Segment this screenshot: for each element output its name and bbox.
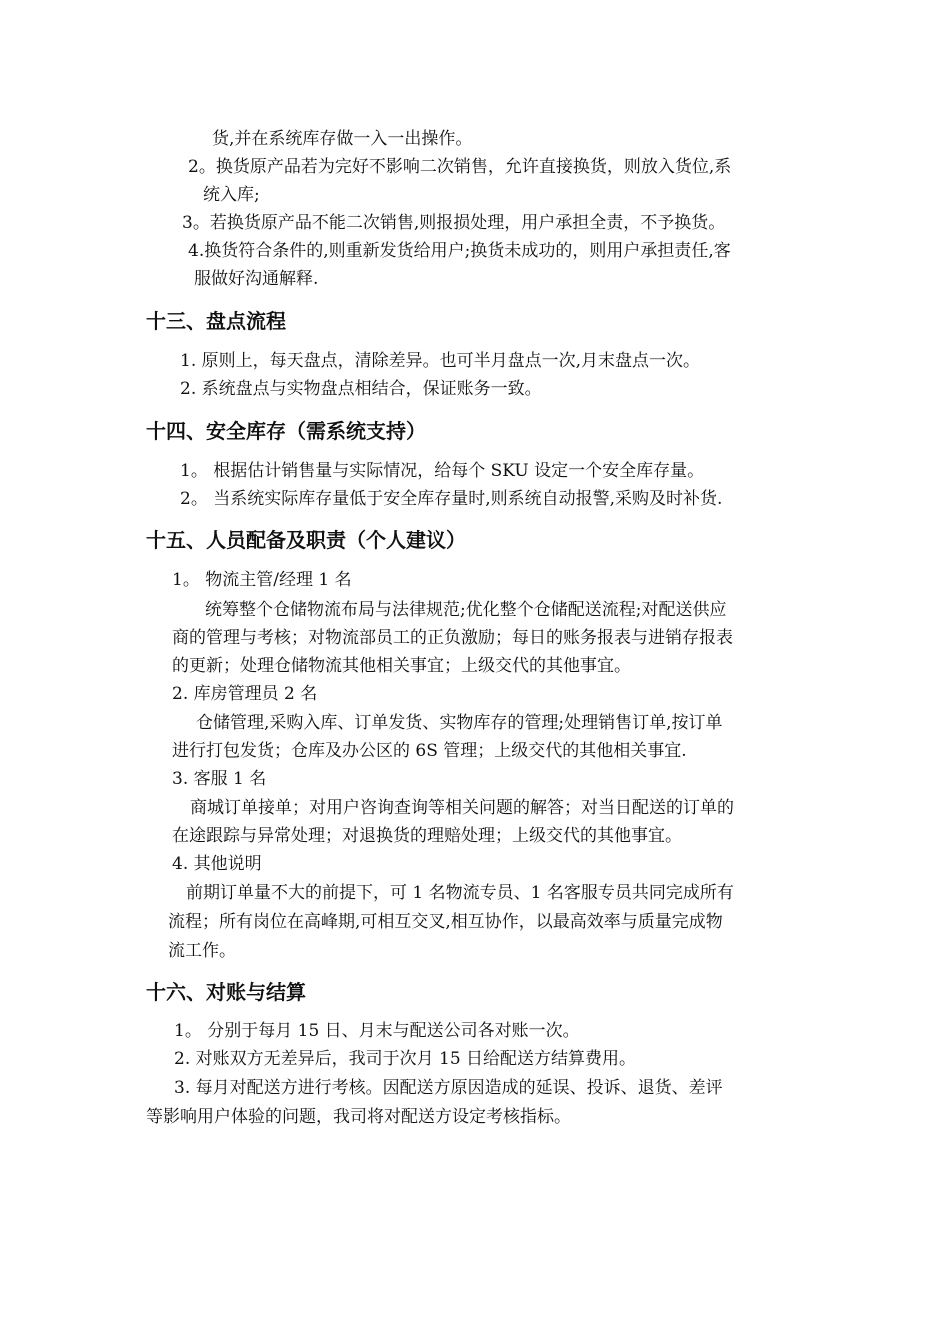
section12-line-3: 统入库; [203, 185, 260, 205]
section15-line-2: 统筹整个仓储物流布局与法律规范;优化整个仓储配送流程;对配送供应 [205, 600, 727, 620]
section15-line-11: 4. 其他说明 [172, 854, 262, 874]
section15-line-14: 流工作。 [168, 941, 236, 961]
section12-line-2: 2。换货原产品若为完好不影响二次销售，允许直接换货，则放入货位,系 [188, 157, 732, 177]
section15-line-6: 仓储管理,采购入库、订单发货、实物库存的管理;处理销售订单,按订单 [196, 713, 723, 733]
section15-line-1: 1。 物流主管/经理 1 名 [172, 570, 352, 590]
section16-line-3: 3. 每月对配送方进行考核。因配送方原因造成的延误、投诉、退货、差评 [174, 1078, 723, 1098]
section16-line-1: 1。 分别于每月 15 日、月末与配送公司各对账一次。 [174, 1021, 580, 1041]
section15-heading: 十五、人员配备及职责（个人建议） [146, 528, 466, 552]
section16-line-4: 等影响用户体验的问题，我司将对配送方设定考核指标。 [146, 1107, 571, 1127]
section15-line-9: 商城订单接单；对用户咨询查询等相关问题的解答；对当日配送的订单的 [190, 798, 734, 818]
section13-line-2: 2. 系统盘点与实物盘点相结合，保证账务一致。 [180, 379, 542, 399]
section14-heading: 十四、安全库存（需系统支持） [146, 419, 426, 443]
section15-line-5: 2. 库房管理员 2 名 [172, 684, 318, 704]
section15-line-3: 商的管理与考核；对物流部员工的正负激励；每日的账务报表与进销存报表 [172, 628, 733, 648]
section15-line-7: 进行打包发货；仓库及办公区的 6S 管理；上级交代的其他相关事宜. [172, 741, 687, 761]
section15-line-13: 流程；所有岗位在高峰期,可相互交叉,相互协作，以最高效率与质量完成物 [168, 912, 723, 932]
section12-line-4: 3。若换货原产品不能二次销售,则报损处理，用户承担全责，不予换货。 [182, 213, 726, 233]
section13-line-1: 1. 原则上，每天盘点，清除差异。也可半月盘点一次,月末盘点一次。 [180, 351, 701, 371]
section13-heading: 十三、盘点流程 [146, 309, 286, 333]
section12-line-1: 货,并在系统库存做一入一出操作。 [212, 129, 473, 149]
section14-line-2: 2。 当系统实际库存量低于安全库存量时,则系统自动报警,采购及时补货. [180, 489, 723, 509]
section14-line-1: 1。 根据估计销售量与实际情况，给每个 SKU 设定一个安全库存量。 [180, 461, 705, 481]
section15-line-12: 前期订单量不大的前提下，可 1 名物流专员、1 名客服专员共同完成所有 [186, 883, 734, 903]
section16-heading: 十六、对账与结算 [146, 980, 306, 1004]
section15-line-8: 3. 客服 1 名 [172, 769, 267, 789]
section12-line-5: 4.换货符合条件的,则重新发货给用户;换货未成功的，则用户承担责任,客 [188, 241, 731, 261]
section12-line-6: 服做好沟通解释. [194, 269, 319, 289]
section15-line-10: 在途跟踪与异常处理；对退换货的理赔处理；上级交代的其他事宜。 [172, 826, 682, 846]
section16-line-2: 2. 对账双方无差异后，我司于次月 15 日给配送方结算费用。 [174, 1049, 637, 1069]
section15-line-4: 的更新；处理仓储物流其他相关事宜；上级交代的其他事宜。 [172, 656, 631, 676]
